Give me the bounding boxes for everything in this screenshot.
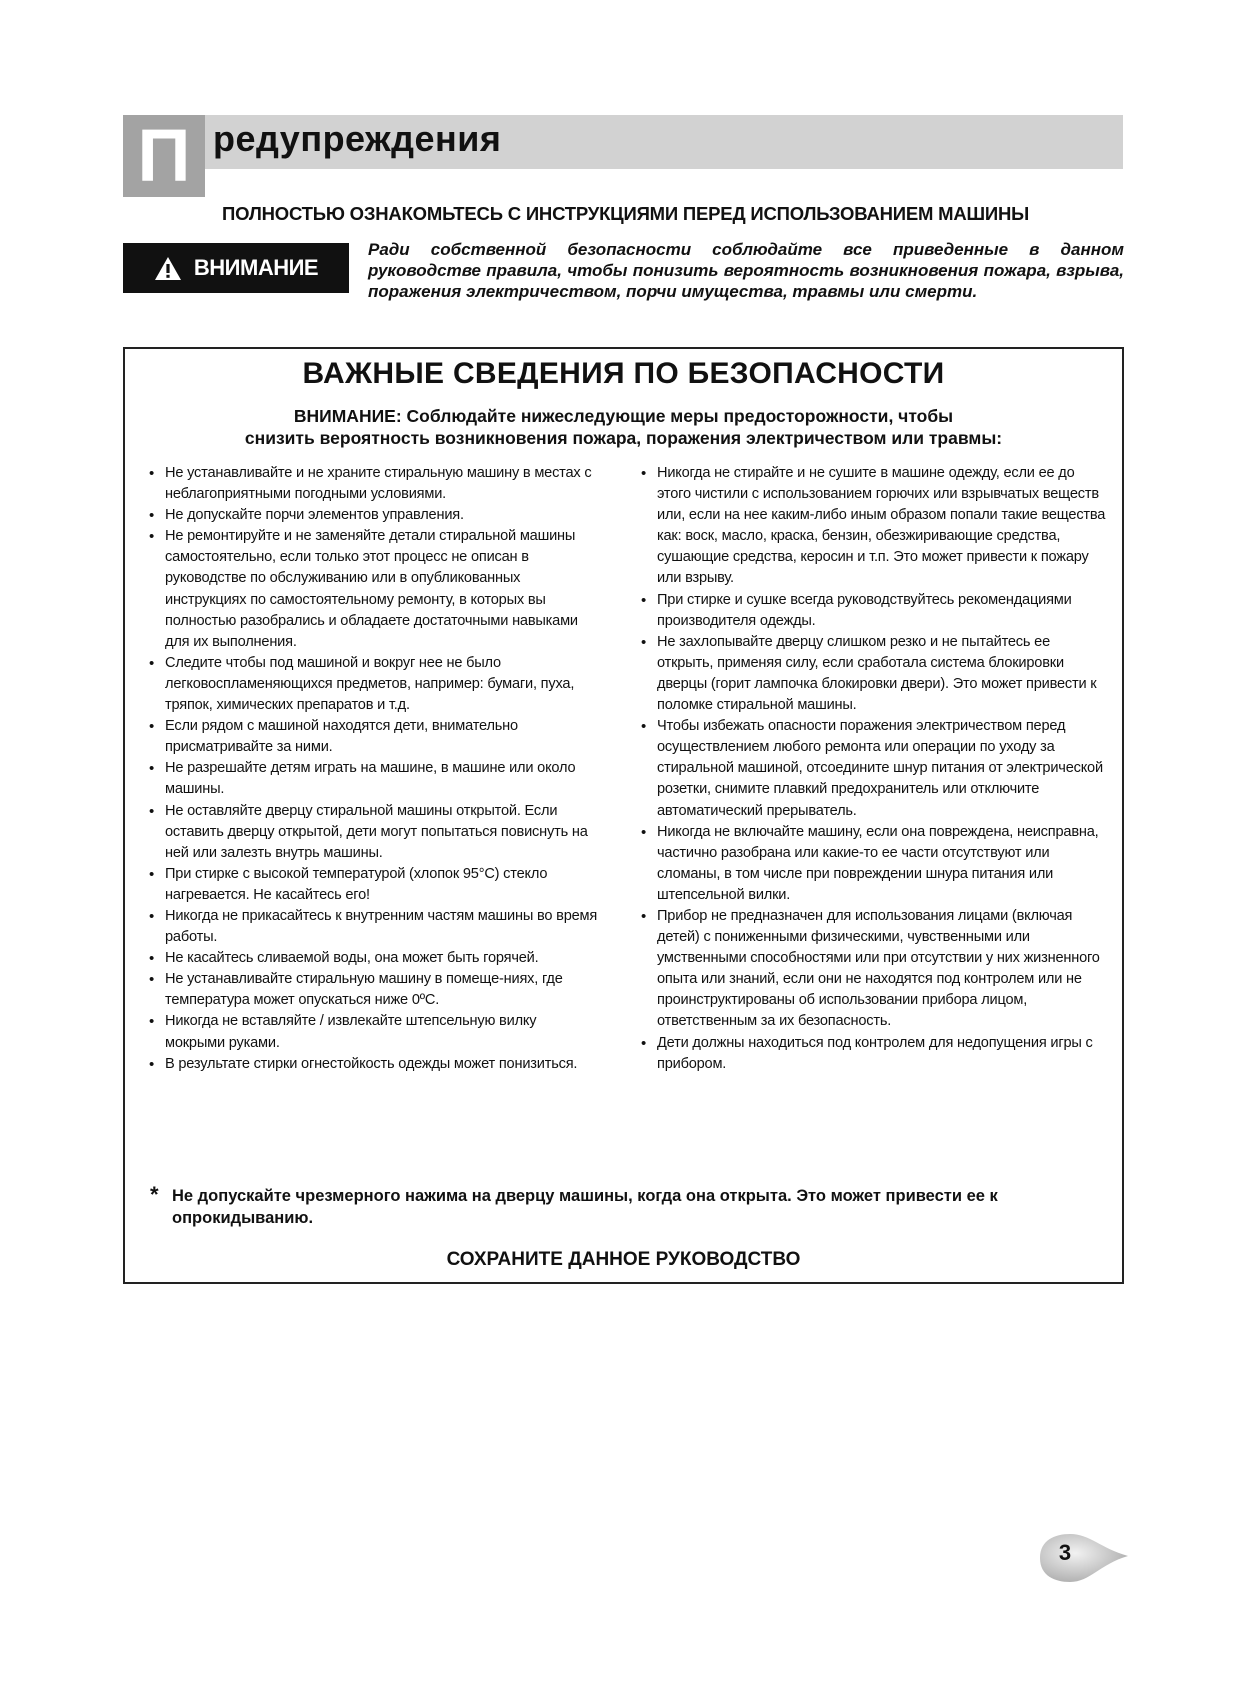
list-item: • Не разрешайте детям играть на машине, в машине или около машины. [148,758,598,800]
save-manual-note: СОХРАНИТЕ ДАННОЕ РУКОВОДСТВО [446,1249,801,1270]
page-number: 3 [1058,1540,1072,1565]
list-item: • Никогда не прикасайтесь к внутренним частям машины во время работы. [148,906,598,948]
list-item: • Если рядом с машиной находятся дети, внимательно присматривайте за ними. [148,716,598,758]
warning-triangle-icon [154,256,182,281]
asterisk: * [150,1182,159,1207]
list-item: • В результате стирки огнестойкость одежды может понизиться. [148,1054,598,1075]
list-item: • При стирке и сушке всегда руководствуйтесь рекомендациями производителя одежды. [640,590,1110,632]
list-item: • Не касайтесь сливаемой воды, она может быть горячей. [148,948,598,969]
page-number-badge [1030,1530,1130,1586]
safety-left-column [148,463,598,1075]
safety-lead-line-1: ВНИМАНИЕ: Соблюдайте нижеследующие меры предосторожности, чтобы [293,406,954,426]
list-item: • Не устанавливайте стиральную машину в помеще-ниях, где температура может опускаться ниже 0ºС. [148,969,598,1011]
safety-lead [125,405,1122,449]
page-title: редупреждения [213,118,502,159]
header-initial-letter: П [123,115,205,197]
list-item: • Не оставляйте дверцу стиральной машины открытой. Если оставить дверцу открытой, дети могут попытаться повиснуть на ней или залезть внутрь машины. [148,801,598,864]
caution-label: ВНИМАНИЕ [193,255,319,280]
list-item: • Никогда не включайте машину, если она повреждена, неисправна, частично разобрана или какие-то ее части отсутствуют или сломаны, в том числе при повреждении шнура питания или штепсельной вилки. [640,822,1110,906]
safety-title: ВАЖНЫЕ СВЕДЕНИЯ ПО БЕЗОПАСНОСТИ [302,357,945,390]
footnote-text: Не допускайте чрезмерного нажима на дверцу машины, когда она открыта. Это может привести ее к опрокидыванию. [172,1187,998,1227]
list-item: • Чтобы избежать опасности поражения электричеством перед осуществлением любого ремонта или операции по уходу за стиральной машиной, отсоедините шнур питания от электрической розетки, снимите плавкий предохранитель или отключите автоматический прерыватель. [640,716,1110,821]
list-item: • Никогда не вставляйте / извлекайте штепсельную вилку мокрыми руками. [148,1011,598,1053]
list-item: • При стирке с высокой температурой (хлопок 95°С) стекло нагревается. Не касайтесь его! [148,864,598,906]
list-item: • Прибор не предназначен для использования лицами (включая детей) с пониженными физическими, чувственными или умственными способностями или при отсутствии у них жизненного опыта или знаний, если они не находятся под контролем или не проинструктированы об использовании прибора лицом, ответственным за их безопасность. [640,906,1110,1033]
instruction-subtitle: ПОЛНОСТЬЮ ОЗНАКОМЬТЕСЬ С ИНСТРУКЦИЯМИ ПЕРЕД ИСПОЛЬЗОВАНИЕМ МАШИНЫ [222,203,1030,224]
list-item: • Следите чтобы под машиной и вокруг нее не было легковоспламеняющихся предметов, например: бумаги, пуха, тряпок, химических препаратов и т.д. [148,653,598,716]
caution-badge [123,243,349,293]
list-item: • Никогда не стирайте и не сушите в машине одежду, если ее до этого чистили с использованием горючих или взрывчатых веществ или, если на нее каким-либо иным образом попали такие вещества как: воск, масло, краска, бензин, обезжиривающие средства, сушающие средства, керосин и т.п. Это может привести к пожару или взрыву. [640,463,1110,590]
list-item: • Не ремонтируйте и не заменяйте детали стиральной машины самостоятельно, если только этот процесс не описан в руководстве по обслуживанию или в опубликованных инструкциях по самостоятельному ремонту, в которых вы полностью разобрались и обладаете достаточными навыками для их выполнения. [148,526,598,653]
safety-lead-line-2: снизить вероятность возникновения пожара, поражения электричеством или травмы: [244,428,1003,448]
footnote [150,1182,1122,1229]
list-item: • Не захлопывайте дверцу слишком резко и не пытайтесь ее открыть, применяя силу, если сработала система блокировки дверцы (горит лампочка блокировки двери). Это может привести к поломке стиральной машины. [640,632,1110,716]
safety-box [123,347,1124,1284]
list-item: • Не устанавливайте и не храните стиральную машину в местах с неблагоприятными погодными условиями. [148,463,598,505]
caution-text: Ради собственной безопасности соблюдайте все приведенные в данном руководстве правила, чтобы понизить вероятность возникновения пожара, взрыва, поражения электричеством, порчи имущества, травмы или смерти. [368,240,1124,301]
list-item: • Не допускайте порчи элементов управления. [148,505,598,526]
safety-right-column [640,463,1110,1075]
list-item: • Дети должны находиться под контролем для недопущения игры с прибором. [640,1033,1110,1075]
